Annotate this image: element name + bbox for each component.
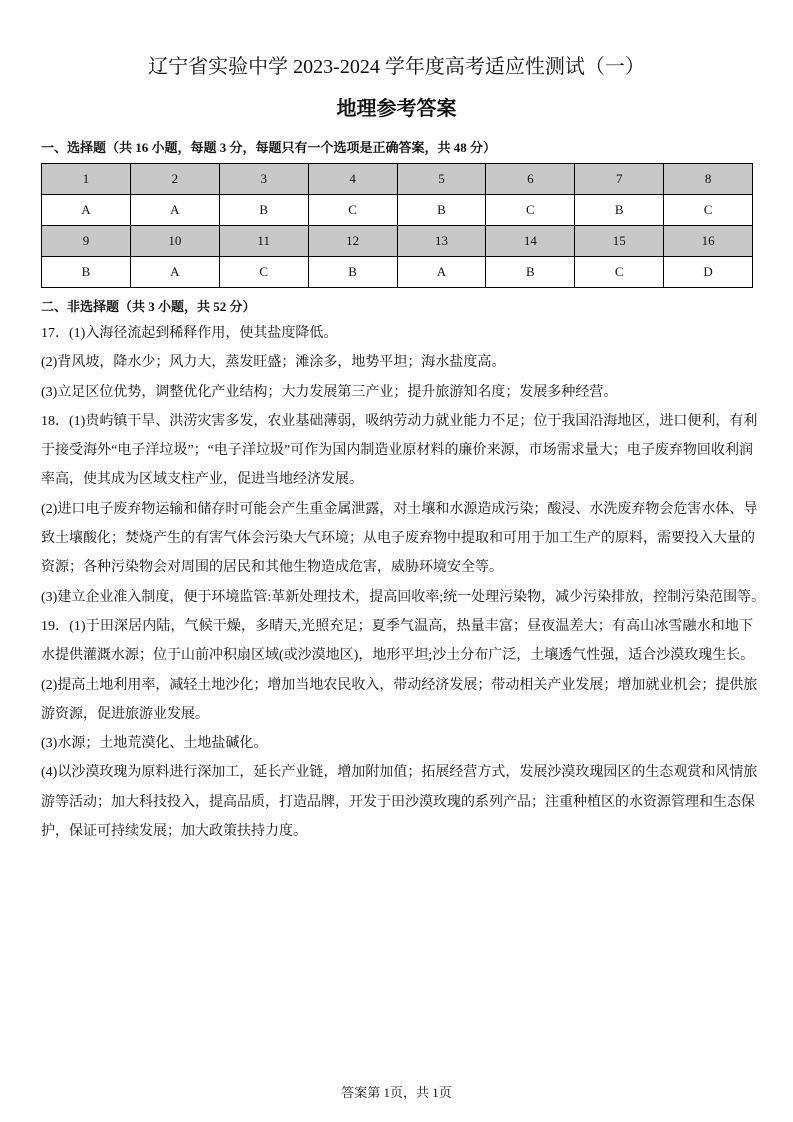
answer-paragraph bbox=[41, 381, 753, 410]
question-number-cell: 5 bbox=[397, 164, 486, 195]
answer-table bbox=[41, 163, 753, 288]
answer-paragraph bbox=[41, 410, 758, 498]
answer-line: 资源；各种污染物会对周围的居民和其他生物造成危害，威胁环境安全等。 bbox=[41, 560, 503, 576]
answer-paragraph bbox=[41, 615, 753, 674]
question-number-cell: 9 bbox=[42, 226, 131, 257]
answer-line: (2)背风坡，降水少；风力大，蒸发旺盛；滩涂多，地势平坦；海水盐度高。 bbox=[41, 355, 506, 371]
answer-paragraph bbox=[41, 351, 753, 380]
answer-cell: A bbox=[397, 257, 486, 288]
answer-paragraph bbox=[41, 498, 758, 586]
answer-line: 游等活动；加大科技投入，提高品质，打造品牌，开发于田沙漠玫瑰的系列产品；注重种植区的水资源管理和生态保 bbox=[41, 794, 755, 810]
answer-cell: C bbox=[308, 195, 397, 226]
answer-cell: C bbox=[664, 195, 753, 226]
document-title: 辽宁省实验中学 2023-2024 学年度高考适应性测试（一） bbox=[148, 56, 645, 78]
answer-paragraph bbox=[41, 732, 753, 761]
answer-cell: B bbox=[219, 195, 308, 226]
question-number-cell: 10 bbox=[130, 226, 219, 257]
question-number-cell: 12 bbox=[308, 226, 397, 257]
answer-cell: B bbox=[42, 257, 131, 288]
question-number-cell: 16 bbox=[664, 226, 753, 257]
answer-paragraph bbox=[41, 586, 766, 615]
question-number-cell: 6 bbox=[486, 164, 575, 195]
question-number-cell: 3 bbox=[219, 164, 308, 195]
answer-paragraph bbox=[41, 322, 753, 351]
answer-line: (3)水源；土地荒漠化、土地盐碱化。 bbox=[41, 736, 268, 752]
answer-row bbox=[42, 195, 753, 226]
document-subtitle: 地理参考答案 bbox=[336, 98, 457, 120]
page-footer: 答案第 1页，共 1页 bbox=[341, 1085, 452, 1100]
question-number-row bbox=[42, 226, 753, 257]
answer-body bbox=[41, 322, 766, 849]
answer-cell: D bbox=[664, 257, 753, 288]
answer-paragraph bbox=[41, 761, 758, 849]
answer-line: 水提供灌溉水源；位于山前冲积扇区域(或沙漠地区)，地形平坦;沙土分布广泛，土壤透气性强，适合沙漠玫瑰生长。 bbox=[41, 648, 755, 664]
answer-line: 致土壤酸化；焚烧产生的有害气体会污染大气环境；从电子废弃物中提取和可用于加工生产的原料，需要投入大量的 bbox=[41, 531, 755, 547]
question-number-cell: 4 bbox=[308, 164, 397, 195]
answer-line: (3)建立企业准入制度，便于环境监管:革新处理技术，提高回收率;统一处理污染物，减少污染排放，控制污染范围等。 bbox=[41, 589, 766, 605]
question-number-cell: 8 bbox=[664, 164, 753, 195]
answer-cell: B bbox=[397, 195, 486, 226]
answer-line: (2)进口电子废弃物运输和储存时可能会产生重金属泄露，对土壤和水源造成污染；酸浸、水洗废弃物会危害水体、导 bbox=[41, 501, 758, 517]
answer-cell: B bbox=[575, 195, 664, 226]
answer-paragraph bbox=[41, 674, 758, 733]
answer-cell: C bbox=[486, 195, 575, 226]
question-number-cell: 1 bbox=[42, 164, 131, 195]
answer-line: 17．(1)入海径流起到稀释作用，使其盐度降低。 bbox=[41, 326, 338, 341]
answer-line: 游资源，促进旅游业发展。 bbox=[41, 706, 209, 722]
answer-cell: B bbox=[308, 257, 397, 288]
answer-line: 护，保证可持续发展；加大政策扶持力度。 bbox=[41, 824, 307, 840]
answer-line: 19．(1)于田深居内陆，气候干燥，多晴天,光照充足；夏季气温高，热量丰富；昼夜温差大；有高山冰雪融水和地下 bbox=[41, 618, 753, 634]
question-number-cell: 2 bbox=[130, 164, 219, 195]
answer-line: (3)立足区位优势，调整优化产业结构；大力发展第三产业；提升旅游知名度；发展多种经营。 bbox=[41, 384, 618, 400]
answer-cell: A bbox=[130, 257, 219, 288]
answer-cell: A bbox=[130, 195, 219, 226]
answer-line: (4)以沙漠玫瑰为原料进行深加工，延长产业链，增加附加值；拓展经营方式，发展沙漠玫瑰园区的生态观赏和风情旅 bbox=[41, 765, 758, 781]
answer-cell: C bbox=[575, 257, 664, 288]
answer-line: (2)提高土地利用率，减轻土地沙化；增加当地农民收入，带动经济发展；带动相关产业发展；增加就业机会；提供旅 bbox=[41, 677, 758, 693]
section-heading-choice: 一、选择题（共 16 小题，每题 3 分，每题只有一个选项是正确答案，共 48 分） bbox=[41, 140, 497, 155]
question-number-row bbox=[42, 164, 753, 195]
section-heading-nonchoice: 二、非选择题（共 3 小题，共 52 分） bbox=[41, 299, 256, 314]
answer-cell: A bbox=[42, 195, 131, 226]
answer-line: 率高，使其成为区域支柱产业，促进当地经济发展。 bbox=[41, 472, 363, 488]
question-number-cell: 11 bbox=[219, 226, 308, 257]
answer-row bbox=[42, 257, 753, 288]
question-number-cell: 7 bbox=[575, 164, 664, 195]
question-number-cell: 13 bbox=[397, 226, 486, 257]
question-number-cell: 14 bbox=[486, 226, 575, 257]
answer-cell: B bbox=[486, 257, 575, 288]
question-number-cell: 15 bbox=[575, 226, 664, 257]
answer-line: 于接受海外“电子洋垃圾”；“电子洋垃圾”可作为国内制造业原材料的廉价来源，市场需求量大；电子废弃物回收利润 bbox=[41, 443, 753, 459]
answer-cell: C bbox=[219, 257, 308, 288]
answer-line: 18．(1)贵屿镇干旱、洪涝灾害多发，农业基础薄弱，吸纳劳动力就业能力不足；位于我国沿海地区，进口便利，有利 bbox=[41, 413, 758, 429]
